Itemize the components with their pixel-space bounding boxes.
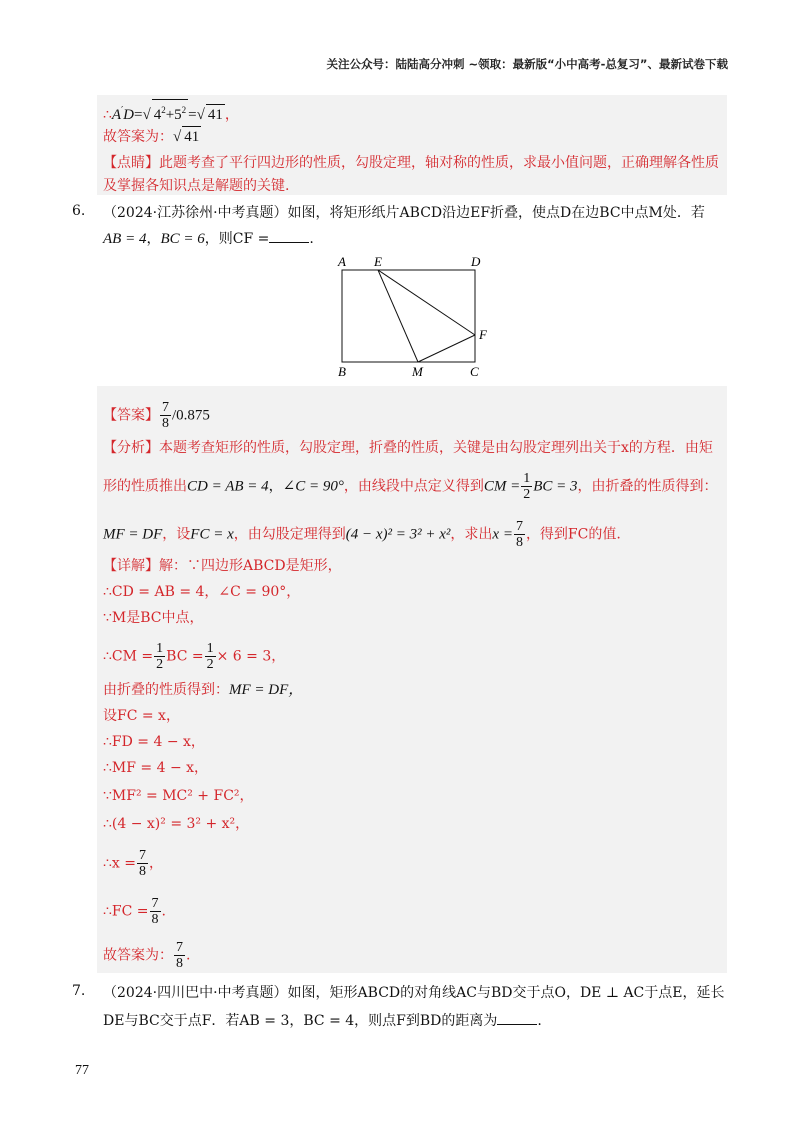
q6-analysis-2: 形的性质推出CD = AB = 4，∠C = 90°，由线段中点定义得到CM = $\frac{1}{2}$ BC = 3，由折叠的性质得到：: [103, 471, 718, 502]
prev-line-1: ∴A′D=√ $4^2+5^2$ =√ 41 ，: [103, 99, 239, 125]
q6-number: 6.: [72, 203, 86, 219]
label-a: A: [338, 254, 346, 269]
prev-dian-2: 及掌握各知识点是解题的关键.: [103, 178, 290, 194]
q6-step-5: 设FC = x，: [103, 708, 180, 724]
q6-stem-2: AB = 4，BC = 6，则CF = .: [103, 228, 314, 249]
label-b: B: [338, 364, 346, 379]
q7-stem-1: （2024·四川巴中·中考真题）如图，矩形ABCD的对角线AC与BD交于点O，DE ⊥ AC于点E，延长: [103, 985, 725, 1001]
q6-final-answer: 故答案为： $\frac{7}{8}$ .: [103, 940, 191, 971]
prev-dian-1: 【点睛】此题考查了平行四边形的性质，勾股定理，轴对称的性质，求最小值问题，正确理解各性质: [103, 155, 719, 171]
q6-step-7: ∴MF = 4 − x，: [103, 760, 209, 776]
q6-step-4: 由折叠的性质得到：MF = DF，: [103, 682, 304, 698]
label-c: C: [470, 364, 479, 379]
segment-mf: [418, 335, 475, 362]
q6-step-3: ∴CM = $\frac{1}{2}$ BC = $\frac{1}{2}$ × 6 = 3，: [103, 641, 286, 672]
page-header: 关注公众号：陆陆高分冲刺 ~领取：最新版“小中高考-总复习”、最新试卷下载: [326, 57, 728, 71]
label-m: M: [412, 364, 423, 379]
label-f: F: [479, 327, 487, 342]
q6-step-6: ∴FD = 4 − x，: [103, 734, 205, 750]
q7-answer-blank: [497, 1010, 537, 1025]
q6-stem-1: （2024·江苏徐州·中考真题）如图，将矩形纸片ABCD沿边EF折叠，使点D在边BC中点M处．若: [103, 205, 705, 221]
rect-abmc: [342, 270, 475, 362]
q6-step-2: ∵M是BC中点，: [103, 610, 204, 626]
prev-line-2: 故答案为：√ 41: [103, 126, 201, 147]
q7-stem-2: DE与BC交于点F．若AB = 3，BC = 4，则点F到BD的距离为 .: [103, 1010, 542, 1031]
q6-step-11: ∴FC = $\frac{7}{8}$ .: [103, 896, 166, 927]
q6-step-1: ∴CD = AB = 4，∠C = 90°，: [103, 584, 301, 600]
q6-detail-intro: 【详解】解：∵四边形ABCD是矩形，: [103, 558, 342, 574]
q6-step-9: ∴(4 − x)² = 3² + x²，: [103, 816, 250, 832]
q6-analysis-1: 【分析】本题考查矩形的性质，勾股定理，折叠的性质，关键是由勾股定理列出关于x的方程．由矩: [103, 440, 713, 456]
q6-answer: 【答案】 $\frac{7}{8}$ /0.875: [103, 400, 210, 431]
q6-step-10: ∴x = $\frac{7}{8}$ ，: [103, 848, 163, 879]
page-number: 77: [75, 1063, 89, 1078]
q6-step-8: ∵MF² = MC² + FC²，: [103, 788, 254, 804]
q7-number: 7.: [72, 983, 86, 999]
label-e: E: [374, 254, 382, 269]
q6-figure: [330, 252, 510, 382]
q6-answer-blank: [269, 228, 309, 243]
label-d: D: [471, 254, 481, 269]
q6-analysis-3: MF = DF，设FC = x，由勾股定理得到(4 − x)² = 3² + x²，求出x = $\frac{7}{8}$ ，得到FC的值.: [103, 519, 621, 550]
